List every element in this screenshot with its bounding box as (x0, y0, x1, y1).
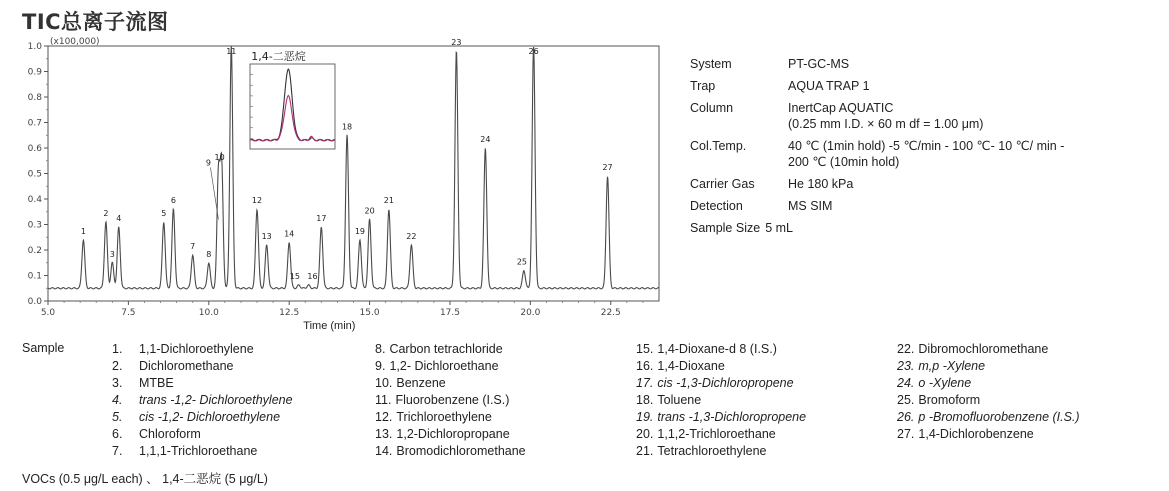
sample-item (636, 426, 806, 443)
y-tick-label: 0.7 (27, 118, 42, 129)
sample-item (897, 426, 1080, 443)
sample-name: 1,4-Dioxane (657, 359, 725, 373)
condition-key: Col.Temp. (690, 139, 747, 153)
sample-number: 10. (375, 376, 393, 390)
y-multiplier-label: (x100,000) (50, 37, 100, 47)
samples-column (636, 341, 806, 460)
sample-name: MTBE (139, 376, 174, 390)
x-tick-label: 7.5 (121, 308, 136, 318)
sample-item (636, 443, 806, 460)
sample-number: 21. (636, 444, 654, 458)
sample-name: trans -1,3-Dichloropropene (657, 410, 807, 424)
x-tick-label: 12.5 (279, 308, 300, 318)
y-tick-label: 0.3 (27, 220, 42, 231)
sample-number: 17. (636, 376, 654, 390)
sample-number: 5. (112, 410, 123, 424)
peak-label: 26 (528, 47, 539, 56)
condition-row (690, 100, 1168, 132)
peak-label: 8 (206, 249, 212, 259)
sample-name: 1,2-Dichloropropane (396, 427, 510, 441)
peak-label: 19 (354, 226, 366, 236)
condition-value: He 180 kPa (788, 177, 854, 191)
sample-number: 6. (112, 427, 123, 441)
chromatogram-chart (0, 0, 670, 335)
sample-item (112, 341, 293, 358)
condition-value: MS SIM (788, 199, 833, 213)
sample-number: 19. (636, 410, 654, 424)
peak-label: 16 (307, 272, 318, 282)
sample-item (636, 375, 806, 392)
sample-item (636, 392, 806, 409)
sample-number: 24. (897, 376, 915, 390)
condition-value: InertCap AQUATIC (0.25 mm I.D. × 60 m df = 1.00 μm) (788, 101, 984, 131)
conditions-panel (690, 56, 1168, 242)
sample-number: 7. (112, 444, 123, 458)
condition-row (690, 198, 1168, 214)
peak-label: 22 (406, 231, 417, 241)
sample-number: 8. (375, 342, 386, 356)
peak-label: 7 (190, 242, 196, 252)
y-tick-label: 0.0 (27, 297, 42, 307)
sample-name: Bromodichloromethane (396, 444, 526, 458)
peak-label: 9 (205, 158, 211, 168)
condition-key: Column (690, 101, 734, 115)
sample-name: Dibromochloromethane (918, 342, 1049, 356)
peak-label: 13 (261, 231, 272, 241)
sample-item (112, 426, 293, 443)
x-tick-label: 17.5 (439, 308, 460, 318)
sample-name: Chloroform (139, 427, 201, 441)
page-title: TIC总离子流图 (22, 10, 169, 34)
y-tick-label: 0.9 (27, 67, 42, 78)
x-tick-label: 10.0 (198, 308, 219, 318)
sample-number: 2. (112, 359, 123, 373)
peak-label: 12 (251, 196, 263, 206)
x-axis-label: Time (min) (303, 320, 356, 332)
sample-name: 1,1,1-Trichloroethane (139, 444, 258, 458)
sample-name: o -Xylene (918, 376, 972, 390)
samples-heading: Sample (22, 341, 65, 355)
sample-name: cis -1,2- Dichloroethylene (139, 410, 281, 424)
sample-item (375, 341, 526, 358)
peak-label: 24 (480, 135, 491, 144)
x-tick-label: 22.5 (600, 308, 621, 318)
sample-name: 1,4-Dichlorobenzene (918, 427, 1034, 441)
sample-name: 1,1,2-Trichloroethane (657, 427, 776, 441)
samples-column (897, 341, 1080, 443)
sample-number: 22. (897, 342, 915, 356)
peak-label: 10 (214, 152, 225, 162)
sample-item (112, 443, 293, 460)
inset-title: 1,4-二恶烷 (251, 50, 306, 63)
sample-item (897, 358, 1080, 375)
sample-name: Benzene (396, 376, 446, 390)
sample-name: Fluorobenzene (I.S.) (395, 393, 510, 407)
y-tick-label: 0.2 (27, 246, 42, 256)
condition-key: Carrier Gas (690, 177, 755, 191)
sample-item (112, 375, 293, 392)
condition-row (690, 78, 1168, 94)
peak-label: 3 (109, 249, 115, 259)
sample-name: trans -1,2- Dichloroethylene (139, 393, 293, 407)
plot-frame (48, 46, 659, 301)
x-tick-label: 15.0 (359, 308, 380, 318)
sample-number: 14. (375, 444, 393, 458)
peak-label: 1 (80, 226, 86, 236)
sample-name: Trichloroethylene (396, 410, 492, 424)
sample-name: cis -1,3-Dichloropropene (657, 376, 794, 390)
y-tick-label: 1.0 (27, 42, 42, 52)
peak-label: 23 (451, 38, 462, 48)
sample-item (375, 358, 526, 375)
condition-row (690, 56, 1168, 72)
sample-number: 16. (636, 359, 654, 373)
samples-column (112, 341, 293, 460)
sample-name: Tetrachloroethylene (657, 444, 767, 458)
peak-label: 4 (116, 214, 122, 224)
condition-key: Trap (690, 79, 716, 93)
sample-item (112, 358, 293, 375)
condition-row (690, 138, 1168, 170)
x-tick-label: 20.0 (520, 308, 541, 318)
y-tick-label: 0.1 (27, 271, 42, 282)
peak-label: 11 (226, 47, 237, 56)
sample-item (375, 443, 526, 460)
footnote: VOCs (0.5 μg/L each) 、 1,4-二恶烷 (5 μg/L) (22, 472, 268, 486)
sample-item (375, 392, 526, 409)
condition-row (690, 176, 1168, 192)
sample-number: 13. (375, 427, 393, 441)
sample-name: Toluene (657, 393, 702, 407)
sample-name: 1,1-Dichloroethylene (139, 342, 254, 356)
sample-item (112, 409, 293, 426)
sample-item (375, 426, 526, 443)
sample-number: 23. (897, 359, 915, 373)
peak-label: 5 (161, 208, 167, 218)
sample-item (636, 341, 806, 358)
sample-number: 11. (375, 393, 392, 407)
condition-key: System (690, 57, 732, 71)
sample-item (897, 341, 1080, 358)
sample-item (897, 392, 1080, 409)
sample-number: 25. (897, 393, 915, 407)
peak-label: 20 (364, 206, 375, 216)
condition-value: 40 ℃ (1min hold) -5 ℃/min - 100 ℃- 10 ℃/ min - 200 ℃ (10min hold) (788, 139, 1065, 169)
sample-item (375, 375, 526, 392)
peak-label: 25 (516, 257, 528, 267)
sample-number: 1. (112, 342, 123, 356)
sample-item (112, 392, 293, 409)
peak-label: 6 (170, 196, 176, 206)
sample-item (375, 409, 526, 426)
sample-number: 3. (112, 376, 123, 390)
peak-label: 15 (289, 272, 300, 282)
sample-number: 4. (112, 393, 123, 407)
sample-item (636, 409, 806, 426)
sample-number: 27. (897, 427, 915, 441)
x-tick-label: 5.0 (40, 308, 56, 318)
sample-name: m,p -Xylene (918, 359, 986, 373)
inset-chart (250, 49, 335, 149)
sample-name: 1,4-Dioxane-d 8 (I.S.) (657, 342, 777, 356)
sample-name: 1,2- Dichloroethane (389, 359, 499, 373)
y-tick-label: 0.6 (27, 144, 42, 154)
sample-item (897, 409, 1080, 426)
sample-number: 9. (375, 359, 386, 373)
sample-item (897, 375, 1080, 392)
condition-value: 5 mL (765, 221, 793, 235)
condition-key: Sample Size (690, 221, 761, 235)
y-tick-label: 0.4 (27, 195, 42, 205)
sample-number: 12. (375, 410, 393, 424)
condition-row (690, 220, 1168, 236)
condition-value: AQUA TRAP 1 (788, 79, 870, 93)
sample-number: 15. (636, 342, 654, 356)
sample-name: Dichloromethane (139, 359, 234, 373)
peak-label: 27 (602, 163, 613, 173)
chromatogram-trace (48, 46, 659, 289)
peak-label: 18 (341, 122, 353, 132)
sample-number: 26. (897, 410, 915, 424)
peak-label: 17 (316, 214, 327, 224)
sample-number: 20. (636, 427, 654, 441)
sample-item (636, 358, 806, 375)
sample-number: 18. (636, 393, 654, 407)
condition-key: Detection (690, 199, 743, 213)
peak-label: 14 (284, 229, 295, 239)
sample-name: Carbon tetrachloride (389, 342, 503, 356)
sample-name: Bromoform (918, 393, 981, 407)
peak-label: 2 (103, 208, 109, 218)
sample-name: p -Bromofluorobenzene (I.S.) (918, 410, 1080, 424)
condition-value: PT-GC-MS (788, 57, 850, 71)
tic-trace (48, 46, 659, 289)
peak-label: 21 (383, 196, 394, 206)
y-tick-label: 0.8 (27, 93, 42, 103)
y-tick-label: 0.5 (27, 169, 42, 180)
samples-column (375, 341, 526, 460)
